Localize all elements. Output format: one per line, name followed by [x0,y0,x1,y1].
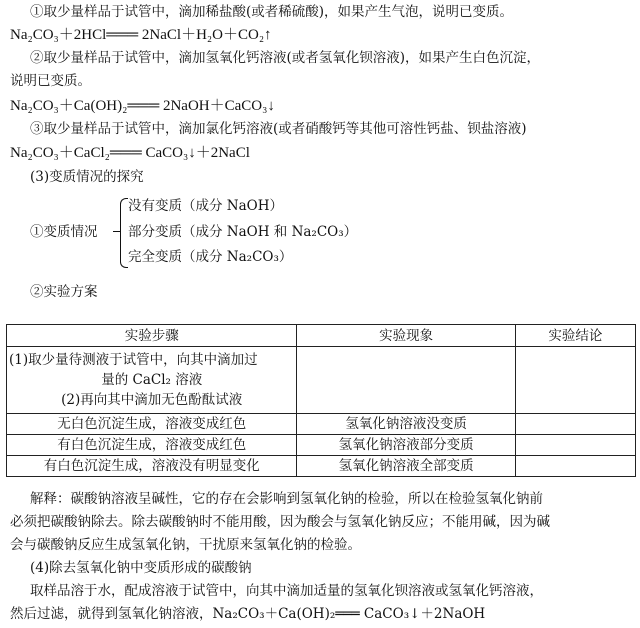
case-full-change: 完全变质（成分 Na₂CO₃） [128,249,293,265]
table-cell [297,347,515,414]
phenomenon-cell: 有白色沉淀生成，溶液变成红色 [7,435,297,456]
section-4-heading: (4)除去氢氧化钠中变质形成的碳酸钠 [30,560,252,576]
conclusion-cell: 氢氧化钠溶液部分变质 [297,435,515,456]
step-2-text: (2)再向其中滴加无色酚酞试液 [61,392,243,408]
curly-brace-tip [113,231,121,232]
case-no-change: 没有变质（成分 NaOH） [128,198,283,214]
method-2-text: ②取少量样品于试管中，滴加氢氧化钙溶液(或者氢氧化钡溶液)，如果产生白色沉淀， [30,50,541,66]
header-conclusion: 实验结论 [515,325,635,347]
explanation-line-2: 必须把碳酸钠除去。除去碳酸钠时不能用酸，因为酸会与氢氧化钠反应；不能用碱，因为碱 [10,514,550,530]
table-row [7,456,636,477]
curly-brace [120,198,128,268]
phenomenon-cell: 有白色沉淀生成，溶液没有明显变化 [7,456,297,477]
removal-method-line-2: 然后过滤，就得到氢氧化钠溶液，Na₂CO₃＋Ca(OH)₂═══ CaCO₃↓＋2NaOH [10,606,486,622]
table-row [7,414,636,435]
table-cell [515,456,635,477]
method-2-text-cont: 说明已变质。 [10,73,91,89]
experiment-plan-heading: ②实验方案 [30,284,98,300]
table-header-row [7,325,636,347]
brace-label: ①变质情况 [30,224,98,240]
table-row [7,435,636,456]
case-partial-change: 部分变质（成分 NaOH 和 Na₂CO₃） [128,224,358,240]
experiment-table [6,324,636,477]
table-cell [515,347,635,414]
section-3-heading: (3)变质情况的探究 [30,169,144,185]
equation-caoh2: Na₂CO₃＋Ca(OH)₂═══ 2NaOH＋CaCO₃↓ [10,98,275,114]
step-1-text: (1)取少量待测液于试管中，向其中滴加过 [9,352,258,368]
equation-hcl: Na₂CO₃＋2HCl═══ 2NaCl＋H₂O＋CO₂↑ [10,27,272,43]
table-row [7,347,636,414]
explanation-line-3: 会与碳酸钠反应生成氢氧化钠，干扰原来氢氧化钠的检验。 [10,537,361,553]
header-steps: 实验步骤 [7,325,297,347]
method-3-text: ③取少量样品于试管中，滴加氯化钙溶液(或者硝酸钙等其他可溶性钙盐、钡盐溶液) [30,121,527,137]
explanation-line-1: 解释：碳酸钠溶液呈碱性，它的存在会影响到氢氧化钠的检验，所以在检验氢氧化钠前 [30,491,543,507]
equation-cacl2: Na₂CO₃＋CaCl₂═══ CaCO₃↓＋2NaCl [10,145,250,161]
table-cell [515,414,635,435]
header-phenomenon: 实验现象 [297,325,515,347]
steps-cell [7,347,297,414]
removal-method-line-1: 取样品溶于水，配成溶液于试管中，向其中滴加适量的氢氧化钡溶液或氢氧化钙溶液， [30,583,543,599]
table-cell [515,435,635,456]
step-1-text-cont: 量的 CaCl₂ 溶液 [101,372,203,388]
conclusion-cell: 氢氧化钠溶液全部变质 [297,456,515,477]
method-1-text: ①取少量样品于试管中，滴加稀盐酸(或者稀硫酸)，如果产生气泡，说明已变质。 [30,4,514,20]
phenomenon-cell: 无白色沉淀生成，溶液变成红色 [7,414,297,435]
conclusion-cell: 氢氧化钠溶液没变质 [297,414,515,435]
